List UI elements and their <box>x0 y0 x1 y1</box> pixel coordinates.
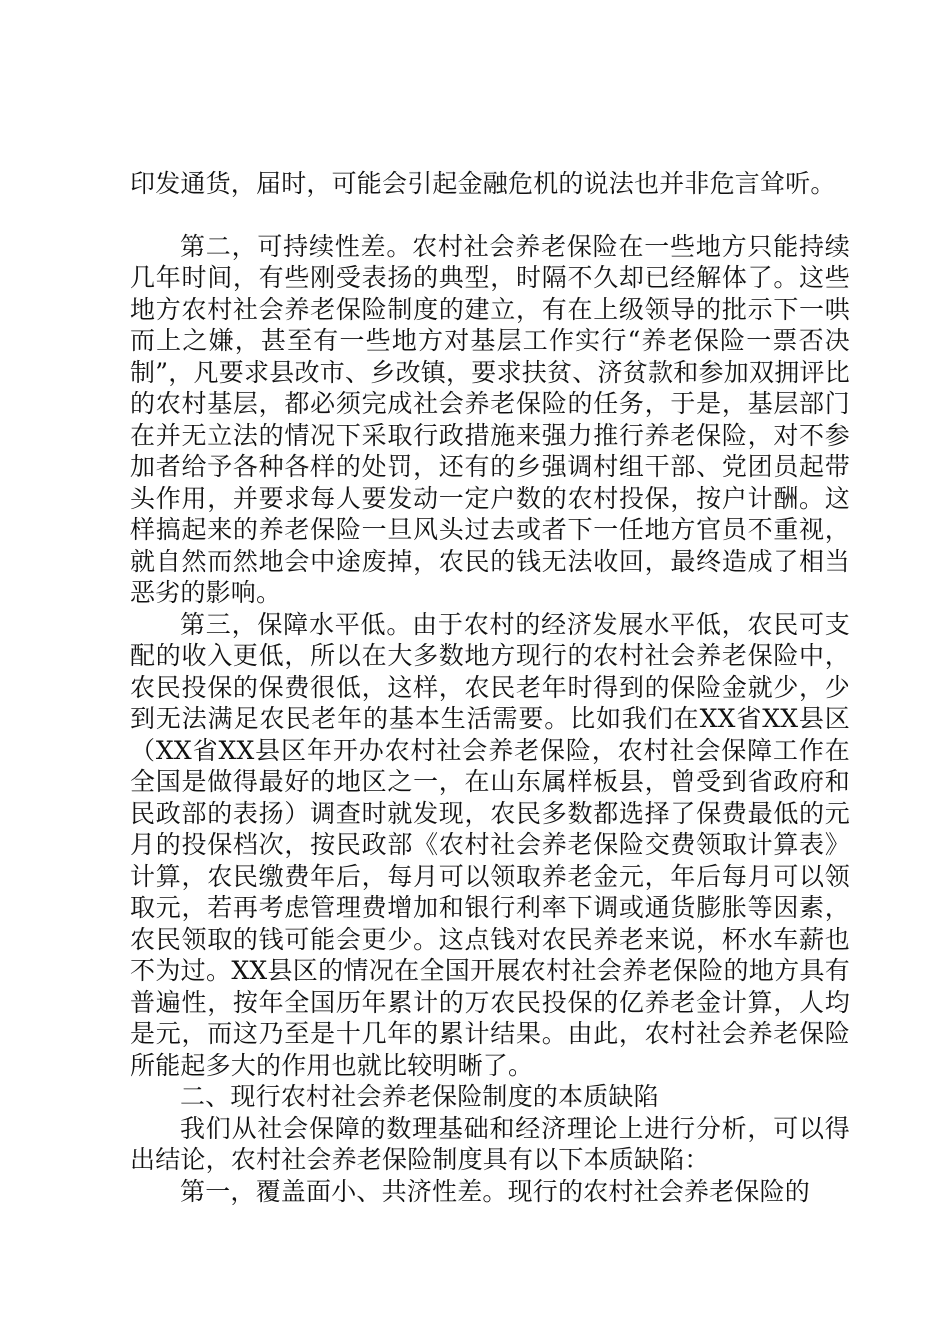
document-body <box>130 168 850 1207</box>
paragraph-sustainability: 第二，可持续性差。农村社会养老保险在一些地方只能持续几年时间，有些刚受表扬的典型，时隔不久却已经解体了。这些地方农村社会养老保险制度的建立，有在上级领导的批示下一哄而上之嫌，甚至有一些地方对基层工作实行“养老保险一票否决制”，凡要求县改市、乡改镇，要求扶贫、济贫款和参加双拥评比的农村基层，都必须完成社会养老保险的任务，于是，基层部门在并无立法的情况下采取行政措施来强力推行养老保险，对不参加者给予各种各样的处罚，还有的乡强调村组干部、党团员起带头作用，并要求每人要发动一定户数的农村投保，按户计酬。这样搞起来的养老保险一旦风头过去或者下一任地方官员不重视，就自然而然地会中途废掉，农民的钱无法收回，最终造成了相当恶劣的影响。 <box>130 231 850 607</box>
paragraph-continuation: 印发通货，届时，可能会引起金融危机的说法也并非危言耸听。 <box>130 169 836 198</box>
paragraph-coverage: 第一，覆盖面小、共济性差。现行的农村社会养老保险的 <box>180 1176 811 1206</box>
paragraph-analysis: 我们从社会保障的数理基础和经济理论上进行分析，可以得出结论，农村社会养老保险制度具有以下本质缺陷： <box>130 1113 850 1174</box>
paragraph-protection-level: 第三，保障水平低。由于农村的经济发展水平低，农民可支配的收入更低，所以在大多数地方现行的农村社会养老保险中，农民投保的保费很低，这样，农民老年时得到的保险金就少，少到无法满足农民老年的基本生活需要。比如我们在XX省XX县区（XX省XX县区年开办农村社会养老保险，农村社会保障工作在全国是做得最好的地区之一，在山东属样板县，曾受到省政府和民政部的表扬）调查时就发现，农民多数都选择了保费最低的元月的投保档次，按民政部《农村社会养老保险交费领取计算表》计算，农民缴费年后，每月可以领取养老金元，年后每月可以领取元，若再考虑管理费增加和银行利率下调或通货膨胀等因素，农民领取的钱可能会更少。这点钱对农民养老来说，杯水车薪也不为过。XX县区的情况在全国开展农村社会养老保险的地方具有普遍性，按年全国历年累计的万农民投保的亿养老金计算，人均是元，而这乃至是十几年的累计结果。由此，农村社会养老保险所能起多大的作用也就比较明晰了。 <box>130 609 850 1080</box>
section-heading: 二、现行农村社会养老保险制度的本质缺陷 <box>180 1082 659 1111</box>
